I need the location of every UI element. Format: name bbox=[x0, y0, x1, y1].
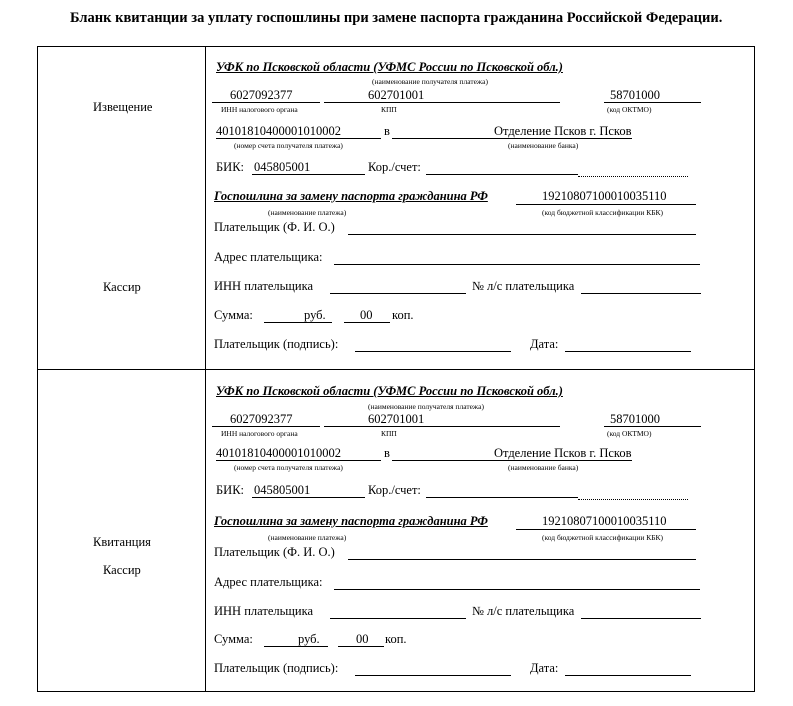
date-label: Дата: bbox=[530, 337, 559, 351]
cashier-label: Кассир bbox=[103, 563, 141, 577]
cashier-label: Кассир bbox=[103, 280, 141, 294]
recipient-name: УФК по Псковской области (УФМС России по Псковской обл.) bbox=[216, 60, 563, 74]
sum-label: Сумма: bbox=[214, 632, 253, 646]
section-label: Квитанция bbox=[93, 535, 151, 549]
payer-inn-label: ИНН плательщика bbox=[214, 604, 314, 618]
kop-label: коп. bbox=[385, 632, 407, 646]
date-field[interactable] bbox=[565, 351, 691, 352]
account-num-label: № л/с плательщика bbox=[472, 604, 575, 618]
rub-label: руб. bbox=[298, 632, 320, 646]
address-field[interactable] bbox=[334, 264, 700, 265]
account-num-field[interactable] bbox=[581, 618, 701, 619]
receipt-form bbox=[37, 46, 755, 692]
payer-inn-field[interactable] bbox=[330, 293, 466, 294]
inn-caption: ИНН налогового органа bbox=[221, 105, 298, 114]
kbk-caption: (код бюджетной классификации КБК) bbox=[542, 208, 664, 217]
account-value: 40101810400001010002 bbox=[216, 446, 341, 460]
kop-value: 00 bbox=[360, 308, 373, 322]
receipt-section bbox=[38, 369, 754, 691]
bik-value: 045805001 bbox=[254, 483, 311, 497]
sum-rub-field[interactable] bbox=[264, 646, 328, 647]
corr-label: Кор./счет: bbox=[368, 160, 421, 174]
kop-value: 00 bbox=[356, 632, 369, 646]
account-value: 40101810400001010002 bbox=[216, 124, 341, 138]
recipient-caption: (наименование получателя платежа) bbox=[372, 77, 488, 86]
oktmo-caption: (код ОКТМО) bbox=[607, 105, 652, 114]
notice-section bbox=[38, 47, 754, 369]
account-in: в bbox=[384, 446, 390, 460]
payment-caption: (наименование платежа) bbox=[268, 533, 347, 542]
recipient-name: УФК по Псковской области (УФМС России по Псковской обл.) bbox=[216, 384, 563, 398]
bik-label: БИК: bbox=[216, 483, 245, 497]
bank-name: Отделение Псков г. Псков bbox=[494, 124, 632, 138]
payer-inn-label: ИНН плательщика bbox=[214, 279, 314, 293]
date-label: Дата: bbox=[530, 661, 559, 675]
payment-caption: (наименование платежа) bbox=[268, 208, 347, 217]
kpp-caption: КПП bbox=[381, 429, 397, 438]
inn-caption: ИНН налогового органа bbox=[221, 429, 298, 438]
kbk-value: 19210807100010035110 bbox=[542, 189, 667, 203]
account-num-field[interactable] bbox=[581, 293, 701, 294]
signature-field[interactable] bbox=[355, 675, 511, 676]
recipient-caption: (наименование получателя платежа) bbox=[368, 402, 484, 411]
account-in: в bbox=[384, 124, 390, 138]
corr-label: Кор./счет: bbox=[368, 483, 421, 497]
payment-name: Госпошлина за замену паспорта гражданина РФ bbox=[214, 189, 488, 203]
page-title: Бланк квитанции за уплату госпошлины при замене паспорта гражданина Российской Федерации. bbox=[70, 10, 723, 26]
oktmo-value: 58701000 bbox=[610, 88, 660, 102]
payer-inn-field[interactable] bbox=[330, 618, 466, 619]
address-label: Адрес плательщика: bbox=[214, 575, 323, 589]
address-label: Адрес плательщика: bbox=[214, 250, 323, 264]
sum-rub-field[interactable] bbox=[264, 322, 332, 323]
kpp-value: 602701001 bbox=[368, 412, 425, 426]
bank-caption: (наименование банка) bbox=[508, 463, 579, 472]
oktmo-caption: (код ОКТМО) bbox=[607, 429, 652, 438]
rub-label: руб. bbox=[304, 308, 326, 322]
bank-name: Отделение Псков г. Псков bbox=[494, 446, 632, 460]
inn-value: 6027092377 bbox=[230, 412, 293, 426]
payer-field[interactable] bbox=[348, 234, 696, 235]
inn-value: 6027092377 bbox=[230, 88, 293, 102]
sum-label: Сумма: bbox=[214, 308, 253, 322]
bik-value: 045805001 bbox=[254, 160, 311, 174]
signature-label: Плательщик (подпись): bbox=[214, 661, 339, 675]
account-caption: (номер счета получателя платежа) bbox=[234, 141, 343, 150]
bank-caption: (наименование банка) bbox=[508, 141, 579, 150]
signature-field[interactable] bbox=[355, 351, 511, 352]
kbk-caption: (код бюджетной классификации КБК) bbox=[542, 533, 664, 542]
date-field[interactable] bbox=[565, 675, 691, 676]
kpp-value: 602701001 bbox=[368, 88, 425, 102]
signature-label: Плательщик (подпись): bbox=[214, 337, 339, 351]
account-num-label: № л/с плательщика bbox=[472, 279, 575, 293]
payment-name: Госпошлина за замену паспорта гражданина РФ bbox=[214, 514, 488, 528]
account-caption: (номер счета получателя платежа) bbox=[234, 463, 343, 472]
address-field[interactable] bbox=[334, 589, 700, 590]
oktmo-value: 58701000 bbox=[610, 412, 660, 426]
payer-field[interactable] bbox=[348, 559, 696, 560]
section-label: Извещение bbox=[93, 100, 153, 114]
kpp-caption: КПП bbox=[381, 105, 397, 114]
payer-label: Плательщик (Ф. И. О.) bbox=[214, 545, 335, 559]
kop-label: коп. bbox=[392, 308, 414, 322]
bik-label: БИК: bbox=[216, 160, 245, 174]
kbk-value: 19210807100010035110 bbox=[542, 514, 667, 528]
payer-label: Плательщик (Ф. И. О.) bbox=[214, 220, 335, 234]
